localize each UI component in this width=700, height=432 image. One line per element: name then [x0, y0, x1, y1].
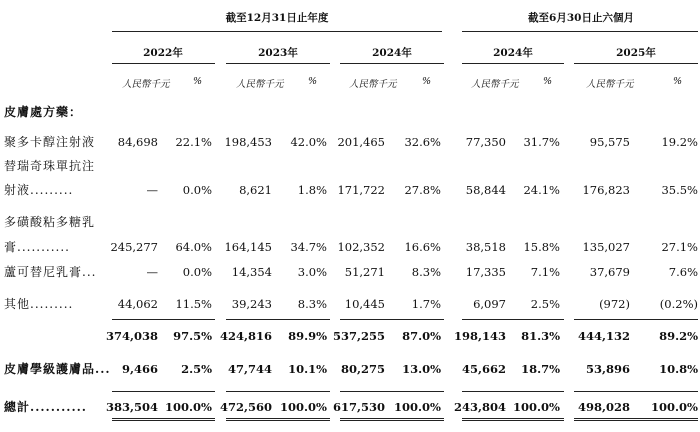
amount-cell: 537,255 — [332, 329, 385, 343]
percent-cell: 100.0% — [513, 400, 560, 414]
total-rule-4 — [462, 391, 564, 392]
amount-cell: 38,518 — [465, 240, 506, 254]
row-label-text: 皮膚學級護膚品 — [4, 362, 96, 376]
percent-cell: 42.0% — [290, 135, 327, 149]
amount-cell: 444,132 — [577, 329, 630, 343]
percent-cell: 19.2% — [661, 135, 698, 149]
row-label-text: 膏 — [4, 240, 18, 254]
subtotal-rule-5 — [574, 319, 698, 320]
percent-cell: 1.7% — [411, 297, 441, 311]
unit-rmb-2: 人民幣千元 — [349, 79, 397, 90]
amount-cell: 243,804 — [453, 400, 506, 414]
year-header-4: 2025年 — [616, 47, 656, 59]
percent-cell: 8.3% — [297, 297, 327, 311]
amount-cell: — — [146, 183, 158, 197]
amount-cell: 498,028 — [577, 400, 630, 414]
unit-pct-1: % — [308, 76, 318, 87]
year-header-2: 2024年 — [372, 47, 412, 59]
percent-cell: 3.0% — [297, 265, 327, 279]
percent-cell: 10.8% — [659, 362, 698, 376]
subtotal-rule-3 — [340, 319, 444, 320]
amount-cell: 102,352 — [337, 240, 385, 254]
grand-total-double-rule-1 — [112, 418, 215, 421]
total-rule-5 — [574, 391, 698, 392]
amount-cell: 617,530 — [332, 400, 385, 414]
percent-cell: 24.1% — [523, 183, 560, 197]
year-header-0: 2022年 — [143, 47, 183, 59]
percent-cell: (0.2%) — [659, 297, 698, 311]
amount-cell: 44,062 — [117, 297, 158, 311]
year-header-1: 2023年 — [258, 47, 298, 59]
amount-cell: 58,844 — [465, 183, 506, 197]
amount-cell: — — [146, 265, 158, 279]
unit-rmb-0: 人民幣千元 — [122, 79, 170, 90]
amount-cell: 374,038 — [105, 329, 158, 343]
percent-cell: 18.7% — [521, 362, 560, 376]
amount-cell: 95,575 — [589, 135, 630, 149]
year-rule-4 — [574, 63, 698, 64]
percent-cell: 1.8% — [297, 183, 327, 197]
amount-cell: 84,698 — [117, 135, 158, 149]
amount-cell: 245,277 — [110, 240, 158, 254]
percent-cell: 100.0% — [280, 400, 327, 414]
percent-cell: 100.0% — [165, 400, 212, 414]
subtotal-rule-2 — [226, 319, 330, 320]
amount-cell: (972) — [599, 297, 630, 311]
unit-rmb-4: 人民幣千元 — [586, 79, 634, 90]
row-label: 替瑞奇珠單抗注 — [4, 159, 96, 173]
amount-cell: 424,816 — [219, 329, 272, 343]
percent-cell: 81.3% — [521, 329, 560, 343]
percent-cell: 100.0% — [394, 400, 441, 414]
group-rule-year — [112, 31, 442, 32]
amount-cell: 10,445 — [344, 297, 385, 311]
amount-cell: 201,465 — [337, 135, 385, 149]
amount-cell: 47,744 — [227, 362, 272, 376]
leader-dots: ... — [95, 362, 111, 376]
leader-dots: ......... — [30, 183, 74, 197]
leader-dots: ... — [82, 265, 97, 279]
subtotal-rule-4 — [462, 319, 564, 320]
amount-cell: 383,504 — [105, 400, 158, 414]
subtotal-rule-1 — [112, 319, 215, 320]
percent-cell: 100.0% — [651, 400, 698, 414]
row-label-text: 總計 — [4, 400, 31, 414]
row-label: 聚多卡醇注射液 — [4, 135, 96, 149]
leader-dots: ........... — [17, 240, 70, 254]
row-label: 多磺酸粘多糖乳 — [4, 215, 96, 229]
amount-cell: 6,097 — [473, 297, 506, 311]
amount-cell: 53,896 — [585, 362, 630, 376]
amount-cell: 135,027 — [582, 240, 630, 254]
year-rule-1 — [226, 63, 330, 64]
row-label-text: 蘆可替尼乳膏 — [4, 265, 83, 279]
amount-cell: 171,722 — [337, 183, 385, 197]
percent-cell: 0.0% — [182, 265, 212, 279]
amount-cell: 39,243 — [231, 297, 272, 311]
year-header-3: 2024年 — [493, 47, 533, 59]
percent-cell: 31.7% — [523, 135, 560, 149]
unit-rmb-1: 人民幣千元 — [236, 79, 284, 90]
percent-cell: 0.0% — [182, 183, 212, 197]
row-label — [4, 238, 70, 255]
row-label-text: 射液 — [4, 183, 31, 197]
percent-cell: 2.5% — [181, 362, 212, 376]
percent-cell: 97.5% — [173, 329, 212, 343]
amount-cell: 164,145 — [224, 240, 272, 254]
amount-cell: 198,453 — [224, 135, 272, 149]
amount-cell: 472,560 — [219, 400, 272, 414]
year-rule-0 — [112, 63, 215, 64]
row-label — [4, 398, 87, 415]
percent-cell: 8.3% — [411, 265, 441, 279]
total-rule-2 — [226, 391, 330, 392]
year-rule-2 — [340, 63, 444, 64]
amount-cell: 176,823 — [582, 183, 630, 197]
unit-pct-3: % — [543, 76, 553, 87]
percent-cell: 2.5% — [530, 297, 560, 311]
group-rule-half — [462, 31, 698, 32]
percent-cell: 35.5% — [661, 183, 698, 197]
percent-cell: 89.9% — [288, 329, 327, 343]
grand-total-double-rule-4 — [462, 418, 564, 421]
percent-cell: 7.6% — [668, 265, 698, 279]
percent-cell: 11.5% — [175, 297, 212, 311]
amount-cell: 14,354 — [231, 265, 272, 279]
group-header-year: 截至12月31日止年度 — [225, 12, 329, 24]
percent-cell: 10.1% — [288, 362, 327, 376]
row-label — [4, 295, 73, 312]
amount-cell: 17,335 — [465, 265, 506, 279]
amount-cell: 51,271 — [344, 265, 385, 279]
amount-cell: 80,275 — [340, 362, 385, 376]
percent-cell: 13.0% — [402, 362, 441, 376]
amount-cell: 45,662 — [461, 362, 506, 376]
amount-cell: 37,679 — [589, 265, 630, 279]
amount-cell: 77,350 — [465, 135, 506, 149]
total-rule-3 — [340, 391, 444, 392]
unit-rmb-3: 人民幣千元 — [471, 79, 519, 90]
grand-total-double-rule-2 — [226, 418, 330, 421]
percent-cell: 22.1% — [175, 135, 212, 149]
row-label — [4, 263, 96, 280]
group-header-half: 截至6月30日止六個月 — [528, 12, 634, 24]
row-label-text: 其他 — [4, 297, 31, 311]
unit-pct-4: % — [673, 76, 683, 87]
unit-pct-2: % — [422, 76, 432, 87]
row-label — [4, 181, 73, 198]
percent-cell: 64.0% — [175, 240, 212, 254]
leader-dots: ........... — [30, 400, 87, 414]
section-title: 皮膚處方藥： — [4, 105, 83, 119]
percent-cell: 16.6% — [404, 240, 441, 254]
amount-cell: 8,621 — [239, 183, 272, 197]
percent-cell: 15.8% — [523, 240, 560, 254]
grand-total-double-rule-5 — [574, 418, 698, 421]
leader-dots: ......... — [30, 297, 74, 311]
percent-cell: 32.6% — [404, 135, 441, 149]
year-rule-3 — [462, 63, 564, 64]
unit-pct-0: % — [193, 76, 203, 87]
percent-cell: 27.1% — [661, 240, 698, 254]
percent-cell: 27.8% — [404, 183, 441, 197]
percent-cell: 87.0% — [402, 329, 441, 343]
percent-cell: 7.1% — [530, 265, 560, 279]
percent-cell: 89.2% — [659, 329, 698, 343]
grand-total-double-rule-3 — [340, 418, 444, 421]
amount-cell: 9,466 — [121, 362, 158, 376]
amount-cell: 198,143 — [453, 329, 506, 343]
percent-cell: 34.7% — [290, 240, 327, 254]
total-rule-1 — [112, 391, 215, 392]
